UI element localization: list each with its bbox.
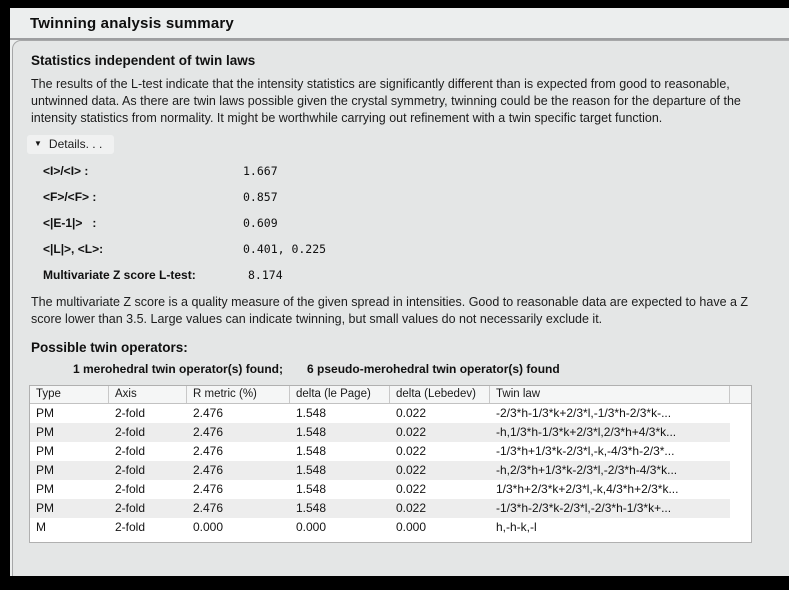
table-cell: -h,2/3*h+1/3*k-2/3*l,-2/3*h-4/3*k... bbox=[496, 463, 678, 477]
table-cell: PM bbox=[36, 501, 54, 515]
table-cell: 0.022 bbox=[396, 501, 427, 515]
table-cell: PM bbox=[36, 482, 54, 496]
table-row[interactable] bbox=[30, 442, 730, 461]
metric-value: 0.401, 0.225 bbox=[243, 242, 327, 256]
table-cell: 1/3*h+2/3*k+2/3*l,-k,4/3*h+2/3*k... bbox=[496, 482, 679, 496]
table-cell: 0.000 bbox=[296, 520, 327, 534]
table-cell: 2.476 bbox=[193, 425, 224, 439]
zscore-value: 8.174 bbox=[248, 268, 283, 282]
table-cell: 1.548 bbox=[296, 482, 327, 496]
details-disclosure[interactable] bbox=[27, 135, 114, 154]
table-cell: PM bbox=[36, 463, 54, 477]
table-cell: PM bbox=[36, 425, 54, 439]
metric-value: 0.857 bbox=[243, 190, 278, 204]
column-header-twin-law[interactable]: Twin law bbox=[490, 386, 730, 403]
column-header-type[interactable]: Type bbox=[30, 386, 109, 403]
table-cell: 2-fold bbox=[115, 520, 146, 534]
zscore-label: Multivariate Z score L-test: bbox=[43, 268, 196, 282]
metric-label: <F>/<F> : bbox=[43, 190, 97, 204]
disclosure-triangle-icon: ▼ bbox=[34, 139, 42, 148]
table-cell: 1.548 bbox=[296, 501, 327, 515]
table-cell: 2.476 bbox=[193, 501, 224, 515]
twinning-summary-window bbox=[10, 8, 789, 576]
zscore-row bbox=[43, 262, 789, 288]
table-cell: 2-fold bbox=[115, 406, 146, 420]
table-cell: -1/3*h-2/3*k-2/3*l,-2/3*h-1/3*k+... bbox=[496, 501, 672, 515]
metric-value: 0.609 bbox=[243, 216, 278, 230]
table-row[interactable] bbox=[30, 499, 730, 518]
operators-found-line bbox=[73, 362, 789, 376]
metric-label: <|E-1|> : bbox=[43, 216, 97, 230]
metric-label: <I>/<I> : bbox=[43, 164, 89, 178]
column-header-axis[interactable]: Axis bbox=[109, 386, 187, 403]
table-cell: 1.548 bbox=[296, 444, 327, 458]
table-cell: 0.022 bbox=[396, 406, 427, 420]
page-title: Twinning analysis summary bbox=[30, 14, 234, 32]
table-cell: 2.476 bbox=[193, 482, 224, 496]
table-cell: 2-fold bbox=[115, 425, 146, 439]
table-cell: 0.022 bbox=[396, 444, 427, 458]
column-header-spacer bbox=[730, 386, 751, 403]
table-cell: PM bbox=[36, 406, 54, 420]
metric-row bbox=[43, 210, 789, 236]
summary-panel bbox=[12, 40, 789, 576]
ltest-result-paragraph: The results of the L-test indicate that the intensity statistics are significantly different than is expected from good to reasonable, untwinned data. As there are twin laws possible given the crystal symmetry, twinning could be the reason for the departure of the intensity statistics from normality. It might be worthwhile carrying out refinement with a twin specific target function. bbox=[31, 77, 741, 125]
metric-row bbox=[43, 236, 789, 262]
table-header-row bbox=[30, 386, 751, 404]
column-header-delta-le-page[interactable]: delta (le Page) bbox=[290, 386, 390, 403]
statistics-heading: Statistics independent of twin laws bbox=[31, 53, 256, 68]
table-cell: 2-fold bbox=[115, 463, 146, 477]
metric-row bbox=[43, 184, 789, 210]
table-cell: 0.000 bbox=[193, 520, 224, 534]
table-row[interactable] bbox=[30, 423, 730, 442]
table-cell: 2.476 bbox=[193, 463, 224, 477]
table-cell: 2-fold bbox=[115, 482, 146, 496]
table-cell: 1.548 bbox=[296, 425, 327, 439]
table-cell: 2.476 bbox=[193, 406, 224, 420]
metric-label: <|L|>, <L>: bbox=[43, 242, 104, 256]
table-cell: 0.022 bbox=[396, 482, 427, 496]
metric-row bbox=[43, 158, 789, 184]
table-cell: 2-fold bbox=[115, 501, 146, 515]
table-cell: PM bbox=[36, 444, 54, 458]
column-header-r-metric[interactable]: R metric (%) bbox=[187, 386, 290, 403]
table-cell: 1.548 bbox=[296, 406, 327, 420]
column-header-delta-lebedev[interactable]: delta (Lebedev) bbox=[390, 386, 490, 403]
table-cell: -h,1/3*h-1/3*k+2/3*l,2/3*h+4/3*k... bbox=[496, 425, 677, 439]
metric-value: 1.667 bbox=[243, 164, 278, 178]
table-cell: -1/3*h+1/3*k-2/3*l,-k,-4/3*h-2/3*... bbox=[496, 444, 675, 458]
details-label: Details. . . bbox=[48, 137, 103, 151]
twin-operators-table[interactable] bbox=[29, 385, 752, 543]
table-row[interactable] bbox=[30, 404, 730, 423]
zscore-note-paragraph: The multivariate Z score is a quality measure of the given spread in intensities. Good to reasonable data are expected to have a Z score lower than 3.5. Large values can indicate twinning, but small values do not necessarily exclude it. bbox=[31, 295, 749, 326]
table-cell: 0.022 bbox=[396, 425, 427, 439]
table-row[interactable] bbox=[30, 461, 730, 480]
window-header bbox=[10, 8, 789, 38]
table-cell: M bbox=[36, 520, 46, 534]
table-cell: h,-h-k,-l bbox=[496, 520, 537, 534]
table-row[interactable] bbox=[30, 518, 730, 537]
table-cell: 0.000 bbox=[396, 520, 427, 534]
table-row[interactable] bbox=[30, 480, 730, 499]
pseudo-merohedral-found-text: 6 pseudo-merohedral twin operator(s) found bbox=[307, 362, 560, 376]
table-cell: 2.476 bbox=[193, 444, 224, 458]
table-cell: 0.022 bbox=[396, 463, 427, 477]
table-cell: -2/3*h-1/3*k+2/3*l,-1/3*h-2/3*k-... bbox=[496, 406, 672, 420]
table-cell: 2-fold bbox=[115, 444, 146, 458]
statistics-metrics-list bbox=[43, 158, 789, 262]
table-body bbox=[30, 404, 751, 537]
table-cell: 1.548 bbox=[296, 463, 327, 477]
operators-heading: Possible twin operators: bbox=[31, 340, 188, 355]
merohedral-found-text: 1 merohedral twin operator(s) found; bbox=[73, 362, 284, 376]
